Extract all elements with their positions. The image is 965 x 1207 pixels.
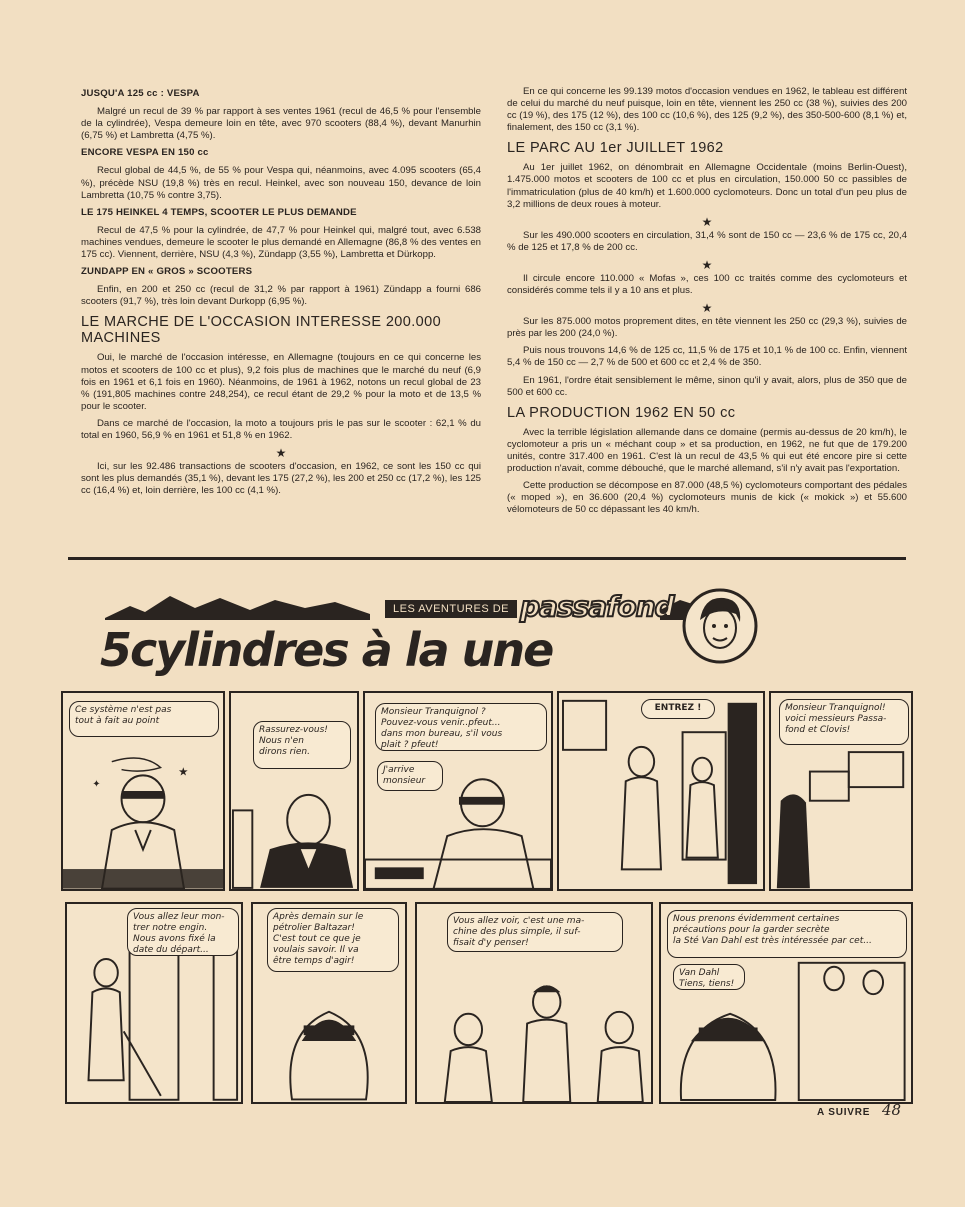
article-paragraph: En ce qui concerne les 99.139 motos d'occasion vendues en 1962, le tableau est différent de celui du marché du neuf puisque, loin en tête, viennent les 250 cc (38 %), suivies des 200 cc (19 %), des 175 (12 %), des 100 cc (10,6 %), des 125 (9,2 %), des 350-500-600 (8,1 %) et, finalement, des 150 cc (3,1 %). [507, 86, 907, 134]
comic-panel-1 [61, 691, 225, 891]
article-paragraph: Dans ce marché de l'occasion, la moto a toujours pris le pas sur le scooter : 62,1 % du total en 1960, 56,9 % en 1961 et 51,8 % en 1962. [81, 417, 481, 441]
speech-bubble-aside: Van Dahl Tiens, tiens! [673, 964, 745, 990]
series-label: LES AVENTURES DE [385, 600, 517, 618]
section-subheading: JUSQU'A 125 cc : VESPA [81, 88, 200, 99]
speech-bubble: Rassurez-vous! Nous n'en dirons rien. [253, 721, 351, 769]
comic-panel-7 [251, 902, 407, 1104]
speech-bubble: Monsieur Tranquignol ? Pouvez-vous venir..pfeut... dans mon bureau, s'il vous plait ? pfeut! [375, 703, 547, 751]
section-subheading: LE 175 HEINKEL 4 TEMPS, SCOOTER LE PLUS DEMANDE [81, 206, 357, 218]
comic-panel-2 [229, 691, 359, 891]
article-paragraph: Ici, sur les 92.486 transactions de scooters d'occasion, en 1962, ce sont les 150 cc qui sont les plus demandés (35,1 %), devant les 175 (27,2 %), les 200 et 250 cc (17,2 %), les 125 cc (16,4 %) et, loin derrière, les 100 cc (4,1 %). [81, 461, 481, 497]
page-number: 48 [882, 1101, 902, 1119]
section-heading: LE MARCHE DE L'OCCASION INTERESSE 200.000 MACHINES [81, 314, 442, 347]
article-paragraph: Sur les 875.000 motos proprement dites, en tête viennent les 250 cc (29,3 %), suivies de près par les 200 (24,0 %). [507, 316, 907, 340]
speech-bubble: ENTREZ ! [641, 699, 715, 719]
article-paragraph: Il circule encore 110.000 « Mofas », ces 100 cc traités comme des cyclomoteurs et considérés comme tels il y a 10 ans et plus. [507, 272, 907, 297]
separator-star-icon: ★ [275, 446, 287, 461]
comic-title-banner [100, 586, 820, 686]
article-paragraph: Puis nous trouvons 14,6 % de 125 cc, 11,5 % de 175 et 10,1 % de 100 cc. Enfin, viennent 5,4 % de 150 cc — 2,7 % de 500 et 600 cc et 2,4 % de 350. [507, 345, 907, 369]
speech-bubble: Vous allez voir, c'est une ma- chine des plus simple, il suf- fisait d'y penser! [447, 912, 623, 952]
article-paragraph: Recul global de 44,5 %, de 55 % pour Vespa qui, néanmoins, avec 4.095 scooters (65,4 %), précède NSU (19,8 %) très en recul. Heinkel, avec son nouveau 150, devance de loin Lambretta (10,75 % contre 3,75). [81, 165, 481, 201]
comic-row-2 [61, 902, 913, 1104]
article-paragraph: Avec la terrible législation allemande dans ce domaine (permis au-dessus de 20 km/h), le cyclomoteur a pris un « méchant coup » et sa production, en 1962, ne fut que de 179.200 unités, contre 317.400 en 1961. C'est là un recul de 43,5 % qui eut été encore pire si cette production n'avait, comme débouché, que le marché allemand, s'il n'y avait pas l'exportation. [507, 426, 907, 474]
comic-panel-9 [659, 902, 913, 1104]
article-paragraph: Enfin, en 200 et 250 cc (recul de 31,2 % par rapport à 1961) Zündapp a fourni 686 scooters (91,7 %), très loin devant Durkopp (6,95 %). [81, 284, 481, 308]
speech-bubble: Nous prenons évidemment certaines précautions pour la garder secrète la Sté Van Dahl est très intéressée par cet... [667, 910, 907, 958]
comic-panel-8 [415, 902, 653, 1104]
separator-star-icon: ★ [701, 214, 713, 229]
comic-divider-rule [68, 557, 906, 560]
speech-bubble-reply: J'arrive monsieur [377, 761, 443, 791]
section-heading: LA PRODUCTION 1962 EN 50 cc [507, 404, 736, 421]
speech-bubble: Après demain sur le pétrolier Baltazar! C'est tout ce que je voulais savoir. Il va être temps d'agir! [267, 908, 399, 972]
article-paragraph: Au 1er juillet 1962, on dénombrait en Allemagne Occidentale (moins Berlin-Ouest), 1.475.000 motos et scooters de 100 cc et plus en circulation, 150.000 50 cc passibles de l'immatriculation (plus de 40 km/h) et 1.600.000 cyclomoteurs. Donc un total d'un peu plus de 3,2 millions de deux roues à moteur. [507, 162, 907, 210]
hero-name-logo: passafond [520, 590, 674, 623]
hero-portrait-icon [680, 586, 760, 666]
article-paragraph: Sur les 490.000 scooters en circulation, 31,4 % sont de 150 cc — 23,6 % de 175 cc, 20,4 % de 125 et 17,8 % de 200 cc. [507, 229, 907, 253]
speech-bubble: Vous allez leur mon- trer notre engin. Nous avons fixé la date du départ... [127, 908, 239, 956]
separator-star-icon: ★ [701, 257, 713, 272]
comic-panel-4 [557, 691, 765, 891]
svg-text:★: ★ [178, 765, 189, 779]
office-corridor-illustration [559, 693, 763, 889]
right-article-column [507, 86, 907, 521]
section-subheading: ENCORE VESPA EN 150 cc [81, 147, 209, 159]
article-paragraph: Recul de 47,5 % pour la cylindrée, de 47,7 % pour Heinkel qui, malgré tout, avec 6.538 machines vendues, demeure le scooter le plus demandé en Allemagne (86,8 % des ventes en 175 cc). Viennent, derrière, NSU (4,3 %), Zündapp (3,55 %), Lambretta et Dürkopp. [81, 224, 481, 261]
separator-star-icon: ★ [701, 301, 713, 316]
to-be-continued-label: A SUIVRE [817, 1107, 871, 1118]
comic-panel-6 [65, 902, 243, 1104]
left-article-column [81, 88, 481, 502]
comic-panel-3 [363, 691, 553, 891]
section-heading: LE PARC AU 1er JUILLET 1962 [507, 140, 724, 157]
article-paragraph: Oui, le marché de l'occasion intéresse, en Allemagne (toujours en ce qui concerne les motos et scooters de 100 cc et plus), 9,2 fois plus de machines que le marché du neuf (6,9 fois en 1961 et 6,1 fois en 1960). Néanmoins, de 1961 à 1962, notons un recul global de 23 % (191,805 machines contre 248,254), ce recul étant de 29,2 % pour la moto et de 13,5 % pour le scooter. [81, 352, 481, 412]
article-paragraph: En 1961, l'ordre était sensiblement le même, sinon qu'il y avait, alors, plus de 350 que de 500 et 600 cc. [507, 374, 907, 398]
comic-panel-5 [769, 691, 913, 891]
article-paragraph: Malgré un recul de 39 % par rapport à ses ventes 1961 (recul de 46,5 % pour l'ensemble de la cylindrée), Vespa demeure loin en tête, avec 970 scooters (88,4 %), devant Manurhin (6,75 %) et Lambretta (4,75 %). [81, 106, 481, 142]
section-subheading: ZUNDAPP EN « GROS » SCOOTERS [81, 266, 253, 278]
speech-bubble: Monsieur Tranquignol! voici messieurs Passa- fond et Clovis! [779, 699, 909, 745]
comic-title: 5cylindres à la une [100, 623, 553, 677]
article-paragraph: Cette production se décompose en 87.000 (48,5 %) cyclomoteurs comportant des pédales (« moped »), en 36.600 (20,4 %) cyclomoteurs munis de kick (« mokick ») et 55.600 vélomoteurs de 50 cc dépassant les 40 km/h. [507, 480, 907, 516]
comic-row-1 [61, 691, 913, 891]
svg-text:✦: ✦ [92, 779, 101, 791]
speech-bubble: Ce système n'est pas tout à fait au point [69, 701, 219, 737]
